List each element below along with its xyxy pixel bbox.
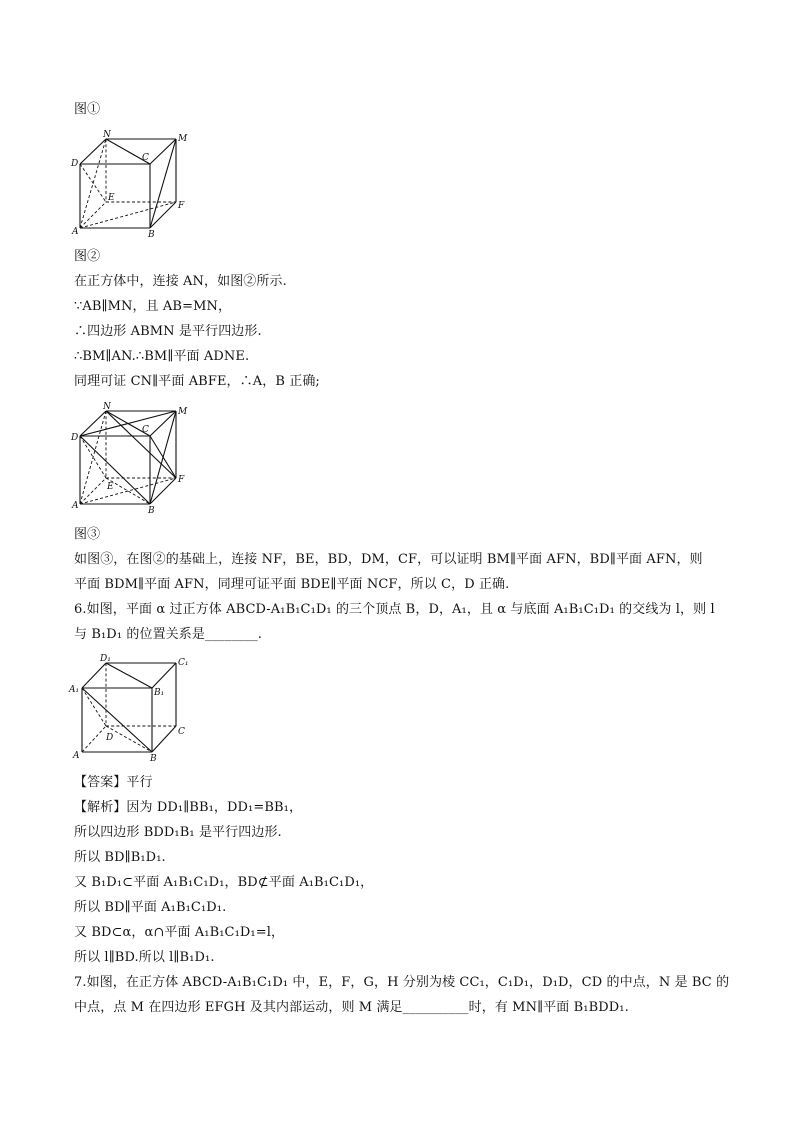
label-D: D [106, 733, 114, 743]
text-line-4: ∴BM∥AN.∴BM∥平面 ADNE. [74, 349, 250, 364]
label-B: B [148, 506, 155, 516]
cube-diagram-1 [70, 128, 190, 240]
cube-figure-3 [68, 652, 194, 764]
text-line-7: 平面 BDM∥平面 AFN，同理可证平面 BDE∥平面 NCF，所以 C，D 正确. [74, 577, 510, 592]
text-line-8: 6.如图，平面 α 过正方体 ABCD-A₁B₁C₁D₁ 的三个顶点 B，D，A₁，且 α 与底面 A₁B₁C₁D₁ 的交线为 l，则 l [74, 602, 715, 617]
analysis-line-5: 所以 BD∥平面 A₁B₁C₁D₁. [74, 900, 227, 915]
text-line-1: 在正方体中，连接 AN，如图②所示. [74, 274, 287, 289]
label-N: N [103, 402, 111, 412]
cube-figure-2 [70, 400, 190, 518]
answer-line: 【答案】平行 [74, 775, 153, 790]
analysis-line-6: 又 BD⊂α，α∩平面 A₁B₁C₁D₁=l， [74, 925, 285, 940]
label-C1: C₁ [178, 658, 189, 668]
question-7-line-2: 中点，点 M 在四边形 EFGH 及其内部运动，则 M 满足__________时，有 MN∥平面 B₁BDD₁. [74, 1000, 629, 1015]
cube-diagram-3 [68, 652, 194, 764]
label-M: M [178, 134, 188, 144]
label-D: D [71, 159, 79, 169]
label-D: D [71, 433, 79, 443]
text-line-2: ∵AB∥MN，且 AB=MN， [74, 299, 232, 314]
label-C: C [142, 425, 149, 435]
label-B1: B₁ [154, 688, 165, 698]
label-C: C [178, 727, 185, 737]
label-A: A [73, 751, 80, 761]
analysis-line-2: 所以四边形 BDD₁B₁ 是平行四边形. [74, 825, 282, 840]
label-E: E [107, 482, 114, 492]
text-line-9: 与 B₁D₁ 的位置关系是________. [74, 627, 262, 642]
analysis-line-4: 又 B₁D₁⊂平面 A₁B₁C₁D₁，BD⊄平面 A₁B₁C₁D₁， [74, 875, 374, 890]
analysis-line-1: 【解析】因为 DD₁∥BB₁，DD₁=BB₁， [74, 800, 303, 815]
analysis-line-3: 所以 BD∥B₁D₁. [74, 850, 166, 865]
label-M: M [178, 407, 188, 417]
cube-diagram-2 [70, 400, 190, 518]
label-F: F [178, 201, 185, 211]
label-B: B [150, 754, 157, 764]
text-line-3: ∴四边形 ABMN 是平行四边形. [74, 324, 262, 339]
fig1-caption: 图① [74, 102, 101, 117]
analysis-line-7: 所以 l∥BD.所以 l∥B₁D₁. [74, 950, 215, 965]
text-line-5: 同理可证 CN∥平面 ABFE，∴A，B 正确; [74, 374, 320, 389]
label-A: A [72, 501, 79, 511]
fig3-caption: 图③ [74, 527, 101, 542]
label-E: E [108, 193, 115, 203]
text-line-6: 如图③，在图②的基础上，连接 NF，BE，BD，DM，CF，可以证明 BM∥平面 AFN，BD∥平面 AFN，则 [74, 552, 703, 567]
label-A: A [72, 227, 79, 237]
label-B: B [148, 230, 155, 240]
fig2-caption: 图② [74, 249, 101, 264]
label-N: N [103, 130, 111, 140]
cube-figure-1 [70, 128, 190, 240]
label-A1: A₁ [69, 685, 80, 695]
label-C: C [142, 153, 149, 163]
label-D1: D₁ [100, 654, 111, 664]
label-F: F [178, 475, 185, 485]
question-7-line-1: 7.如图，在正方体 ABCD-A₁B₁C₁D₁ 中，E，F，G，H 分别为棱 CC₁，C₁D₁，D₁D，CD 的中点，N 是 BC 的 [74, 975, 730, 990]
